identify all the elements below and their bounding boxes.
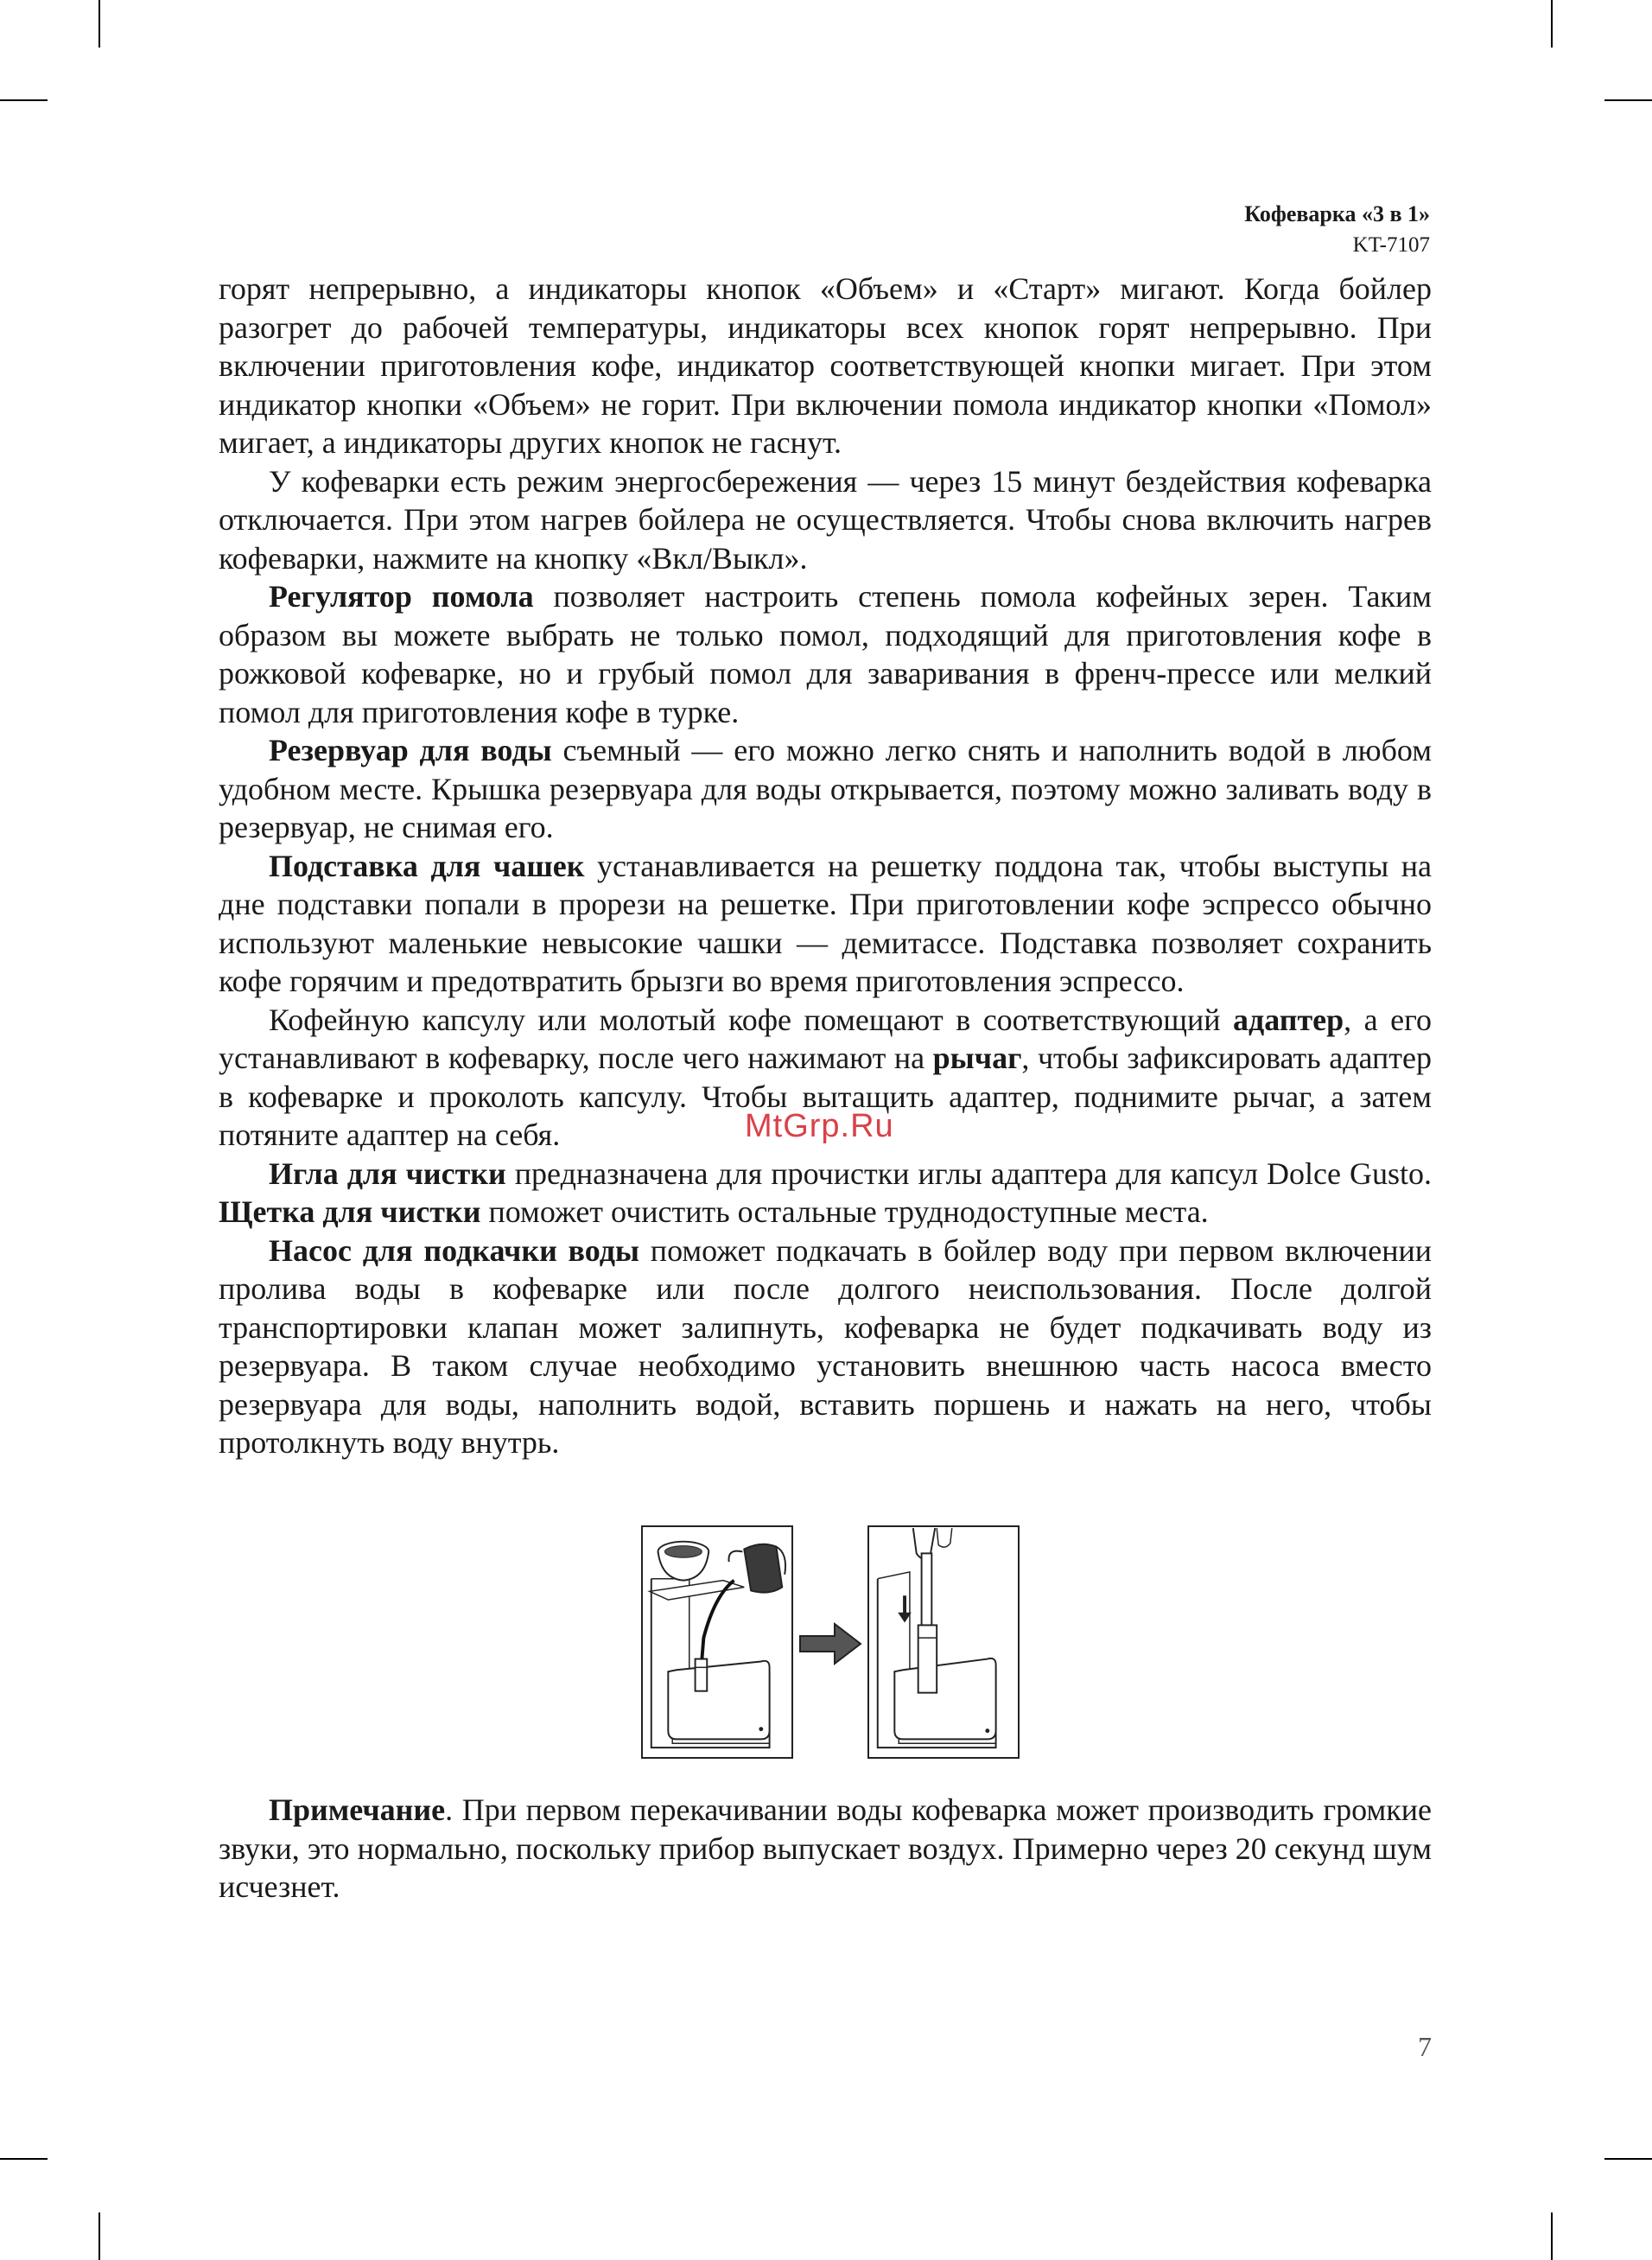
body-text [219, 270, 1432, 1462]
note-label: Примечание [269, 1792, 446, 1827]
crop-mark [0, 99, 48, 101]
crop-mark [1551, 2212, 1553, 2260]
text-run: съемный — его можно легко снять и наполнить водой в любом удобном месте. Крышка резервуара для воды открывается, поэтому можно заливать воду в резервуар, не снимая его. [219, 733, 1432, 844]
body-paragraph [219, 577, 1432, 731]
body-paragraph [219, 462, 1432, 578]
body-paragraph [219, 1155, 1432, 1232]
crop-mark [0, 2158, 48, 2160]
text-run: позволяет настроить степень помола кофейных зерен. Таким образом вы можете выбрать не только помол, подходящий для приготовления кофе в рожковой кофеварке, но и грубый помол для заваривания в френч-прессе или мелкий помол для приготовления кофе в турке. [219, 579, 1432, 729]
text-run: У кофеварки есть режим энергосбережения — через 15 минут бездействия кофеварка отключается. При этом нагрев бойлера не осуществляется. Чтобы снова включить нагрев кофеварки, нажмите на кнопку «Вкл/Выкл». [219, 463, 1432, 576]
body-paragraph [219, 1232, 1432, 1462]
press-piston-illustration [869, 1527, 1018, 1757]
bold-term: Насос для подкачки воды [269, 1232, 640, 1268]
bold-term: Щетка для чистки [219, 1194, 481, 1229]
text-run: предназначена для прочистки иглы адаптера для капсул Dolce Gusto. [505, 1155, 1432, 1191]
crop-mark [1604, 99, 1652, 101]
note-block [219, 1791, 1432, 1907]
crop-mark [1604, 2158, 1652, 2160]
crop-mark [98, 2212, 100, 2260]
figure-pour-water [641, 1525, 793, 1759]
bold-term: Игла для чистки [269, 1155, 506, 1191]
body-paragraph [219, 731, 1432, 847]
text-run: , чтобы зафиксировать адаптер в кофеварке и проколоть капсулу. Чтобы вытащить адаптер, поднимите рычаг, а затем потяните адаптер на себя. [219, 1041, 1432, 1152]
text-run: , а его устанавливают в кофеварку, после чего нажимают на [219, 1002, 1433, 1075]
note-paragraph [219, 1791, 1432, 1907]
body-paragraph [219, 270, 1432, 462]
text-run: Кофейную капсулу или молотый кофе помещают в соответствующий [269, 1002, 1233, 1037]
bold-term: адаптер [1233, 1002, 1344, 1037]
header-title: Кофеварка «3 в 1» [1244, 201, 1430, 226]
bold-term: Резервуар для воды [269, 733, 552, 767]
arrow-right-icon [797, 1619, 864, 1669]
text-run: горят непрерывно, а индикаторы кнопок «Объем» и «Старт» мигают. Когда бойлер разогрет до рабочей температуры, индикаторы всех кнопок горят непрерывно. При включении приготовления кофе, индикатор соответствующей кнопки мигает. При этом индикатор кнопки «Объем» не горит. При включении помола индикатор кнопки «Помол» мигает, а индикаторы других кнопок не гаснут. [219, 271, 1432, 460]
bold-term: рычаг [932, 1041, 1022, 1075]
note-text: . При первом перекачивании воды кофеварка может производить громкие звуки, это нормально, поскольку прибор выпускает воздух. Примерно через 20 секунд шум исчезнет. [219, 1792, 1432, 1904]
bold-term: Подставка для чашек [269, 848, 585, 883]
header-model: KT-7107 [1352, 233, 1430, 257]
text-run: поможет подкачать в бойлер воду при первом включении пролива воды в кофеварке или после долгого неиспользования. После долгой транспортировки клапан может залипнуть, кофеварка не будет подкачивать воду из резервуара. В таком случае необходимо установить внешнюю часть насоса вместо резервуара для воды, наполнить водой, вставить поршень и нажать на него, чтобы протолкнуть воду внутрь. [219, 1232, 1432, 1460]
crop-mark [1551, 0, 1553, 48]
watermark: MtGrp.Ru [745, 1108, 894, 1144]
page-number: 7 [1418, 2031, 1432, 2062]
figure-press-piston [867, 1525, 1020, 1759]
body-paragraph [219, 847, 1432, 1001]
running-header [1244, 199, 1430, 261]
text-run: устанавливается на решетку поддона так, чтобы выступы на дне подставки попали в прорези на решетке. При приготовлении кофе эспрессо обычно используют маленькие невысокие чашки — демитассе. Подставка позволяет сохранить кофе горячим и предотвратить брызги во время приготовления эспрессо. [219, 848, 1432, 998]
pour-water-illustration [643, 1527, 791, 1757]
bold-term: Регулятор помола [269, 579, 534, 614]
text-run: поможет очистить остальные труднодоступные места. [480, 1194, 1209, 1229]
crop-mark [98, 0, 100, 48]
pump-illustrations [641, 1525, 1021, 1760]
